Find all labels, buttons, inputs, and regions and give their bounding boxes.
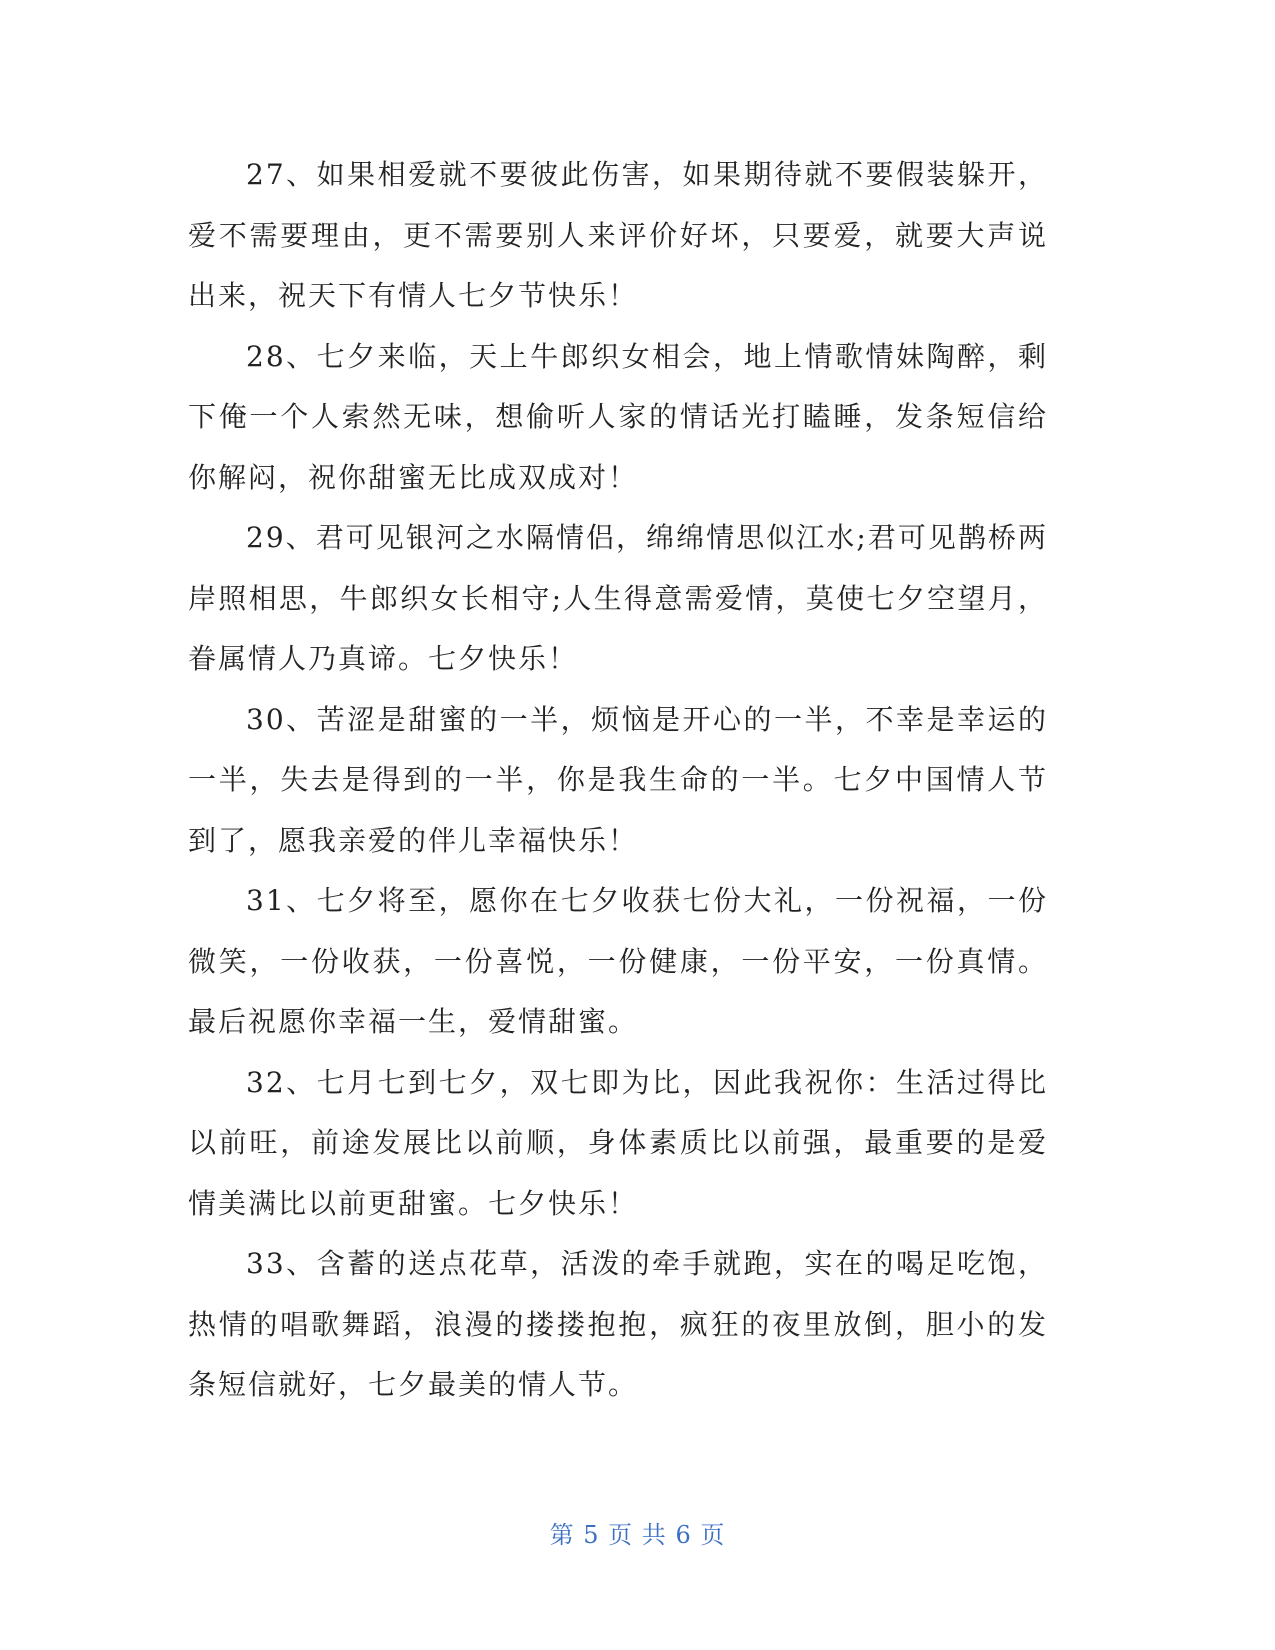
- paragraph-29: 29、君可见银河之水隔情侣，绵绵情思似江水;君可见鹊桥两岸照相思，牛郎织女长相守;人生得意需爱情，莫使七夕空望月，眷属情人乃真谛。七夕快乐！: [188, 521, 1048, 675]
- document-body: [188, 145, 1048, 1416]
- paragraph-27: 27、如果相爱就不要彼此伤害，如果期待就不要假装躲开，爱不需要理由，更不需要别人来评价好坏，只要爱，就要大声说出来，祝天下有情人七夕节快乐！: [188, 158, 1048, 312]
- paragraph-28: 28、七夕来临，天上牛郎织女相会，地上情歌情妹陶醉，剩下俺一个人索然无味，想偷听人家的情话光打瞌睡，发条短信给你解闷，祝你甜蜜无比成双成对！: [188, 339, 1048, 494]
- paragraph-33: 33、含蓄的送点花草，活泼的牵手就跑，实在的喝足吃饱，热情的唱歌舞蹈，浪漫的搂搂抱抱，疯狂的夜里放倒，胆小的发条短信就好，七夕最美的情人节。: [188, 1247, 1048, 1401]
- page-number: 第 5 页 共 6 页: [549, 1521, 726, 1549]
- paragraph-31: 31、七夕将至，愿你在七夕收获七份大礼，一份祝福，一份微笑，一份收获，一份喜悦，一份健康，一份平安，一份真情。最后祝愿你幸福一生，爱情甜蜜。: [188, 884, 1048, 1038]
- page-footer: [0, 1515, 1275, 1550]
- paragraph-30: 30、苦涩是甜蜜的一半，烦恼是开心的一半，不幸是幸运的一半，失去是得到的一半，你是我生命的一半。七夕中国情人节到了，愿我亲爱的伴儿幸福快乐！: [188, 702, 1048, 857]
- paragraph-32: 32、七月七到七夕，双七即为比，因此我祝你：生活过得比以前旺，前途发展比以前顺，身体素质比以前强，最重要的是爱情美满比以前更甜蜜。七夕快乐！: [188, 1065, 1048, 1220]
